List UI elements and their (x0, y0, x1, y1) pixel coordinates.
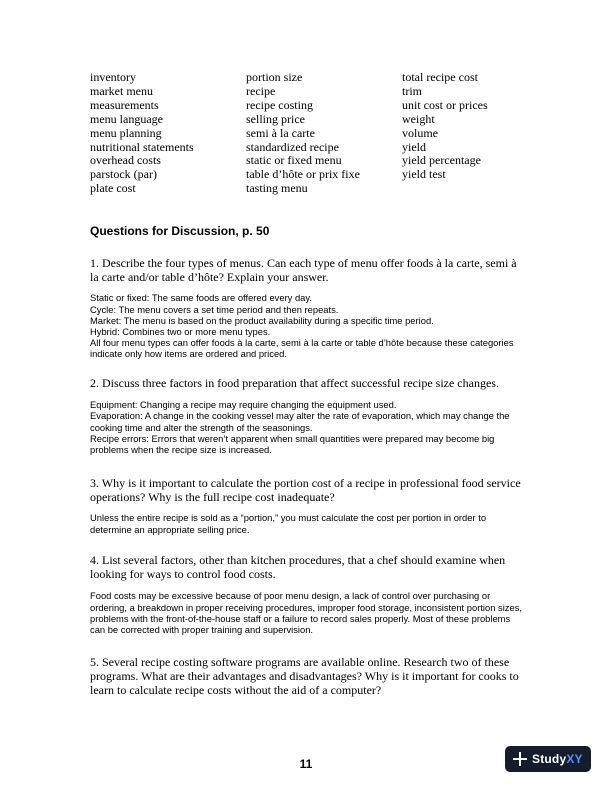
plus-icon (513, 752, 527, 766)
badge-label (532, 752, 583, 766)
badge-text-main: Study (532, 752, 567, 766)
answer-line: Unless the entire recipe is sold as a “portion,” you must calculate the cost per portion in order to determine an appropriate selling price. (90, 512, 487, 535)
question-text: 4. List several factors, other than kitchen procedures, that a chef should examine when looking for ways to control food costs. (90, 553, 506, 582)
term: selling price (246, 111, 305, 126)
term: overhead costs (90, 153, 161, 168)
term: portion size (246, 70, 303, 84)
answer-text (90, 292, 525, 359)
term: unit cost or prices (402, 97, 488, 112)
term: static or fixed menu (246, 153, 342, 168)
answer-line: Cycle: The menu covers a set time period and then repeats. (90, 303, 339, 315)
question-text: 2. Discuss three factors in food preparation that affect successful recipe size changes. (90, 376, 499, 390)
question-block (90, 376, 525, 455)
answer-line: Hybrid: Combines two or more menu types. (90, 326, 271, 338)
term: recipe (246, 83, 276, 98)
question-block (90, 256, 525, 360)
terms-column-3 (402, 71, 488, 182)
answer-line: Evaporation: A change in the cooking vessel may alter the rate of evaporation, which may change the cooking time and alter the strength of the seasonings. (90, 410, 510, 433)
term: nutritional statements (90, 139, 194, 154)
question-block (90, 655, 525, 698)
studyxy-badge[interactable] (505, 746, 591, 772)
term: parstock (par) (90, 167, 157, 182)
terms-column-1 (90, 71, 194, 196)
question-block (90, 553, 525, 635)
question-text: 1. Describe the four types of menus. Can each type of menu offer foods à la carte, semi à la carte and/or table d’hôte? Explain your answer. (90, 256, 517, 285)
term: tasting menu (246, 181, 308, 196)
term: table d’hôte or prix fixe (246, 167, 360, 182)
section-heading: Questions for Discussion, p. 50 (90, 224, 270, 238)
term: semi à la carte (246, 125, 315, 140)
question-block (90, 476, 525, 535)
term: menu planning (90, 125, 162, 140)
term: yield test (402, 167, 446, 182)
term: total recipe cost (402, 70, 478, 84)
term: market menu (90, 83, 153, 98)
term: trim (402, 83, 422, 98)
terms-column-2 (246, 71, 360, 196)
term: yield percentage (402, 153, 481, 168)
page-number: 11 (299, 757, 313, 771)
answer-line: Static or fixed: The same foods are offered every day. (90, 292, 312, 304)
answer-line: All four menu types can offer foods à la carte, semi à la carte or table d’hôte because these categories indicate only how items are ordered and priced. (90, 337, 514, 360)
answer-text (90, 590, 525, 635)
term: standardized recipe (246, 139, 339, 154)
answer-line: Market: The menu is based on the product availability during a specific time period. (90, 314, 434, 326)
answer-line: Equipment: Changing a recipe may require changing the equipment used. (90, 399, 397, 411)
term: measurements (90, 97, 159, 112)
term: yield (402, 139, 426, 154)
term: menu language (90, 111, 163, 126)
answer-line: Recipe errors: Errors that weren’t apparent when small quantities were prepared may become big problems when the recipe size is increased. (90, 432, 495, 456)
answer-line: Food costs may be excessive because of poor menu design, a lack of control over purchasing or ordering, a breakdown in proper receiving procedures, improper food storage, inconsistent portion sizes, problems with the front-of-the-house staff or a failure to record sales properly. Most of these problems can be corrected with proper training and supervision. (90, 590, 523, 636)
term: recipe costing (246, 97, 313, 112)
term: volume (402, 125, 438, 140)
question-text: 3. Why is it important to calculate the portion cost of a recipe in professional food service operations? Why is the full recipe cost inadequate? (90, 476, 521, 505)
question-text: 5. Several recipe costing software programs are available online. Research two of these programs. What are their advantages and disadvantages? Why is it important for cooks to learn to calculate recipe costs without the aid of a computer? (90, 655, 519, 698)
term: inventory (90, 70, 136, 84)
answer-text (90, 399, 525, 455)
badge-text-accent: XY (566, 752, 583, 766)
answer-text (90, 512, 525, 534)
term: weight (402, 111, 435, 126)
term: plate cost (90, 181, 136, 196)
